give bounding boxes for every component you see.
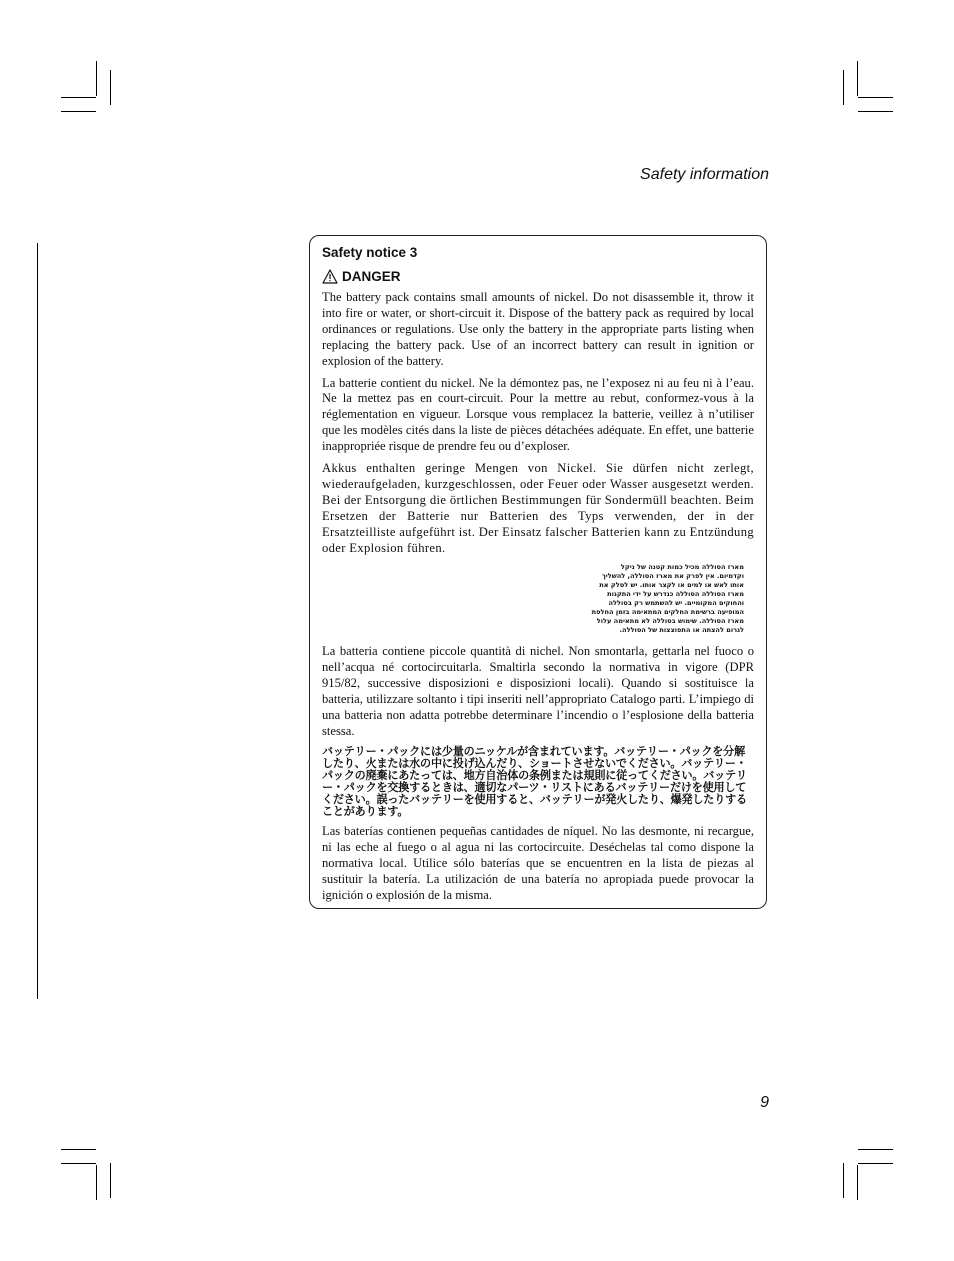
crop-mark [61,1163,96,1164]
crop-mark [843,1163,844,1198]
crop-mark [61,97,96,98]
crop-mark [96,61,97,96]
margin-rule [37,243,38,999]
crop-mark [110,70,111,105]
danger-label: DANGER [342,269,401,284]
crop-mark [858,111,893,112]
running-head: Safety information [640,166,769,183]
crop-mark [858,97,893,98]
notice-text-italian: La batteria contiene piccole quantità di nichel. Non smontarla, gettarla nel fuoco o nell’acqua né cortocircuitarla. Smaltirla secondo la normativa in vigore (DPR 915/82, successive disposizioni e disposizioni locali). Quando si sostituisce la batteria, utilizzare soltanto i tipi inseriti nell’appropriato Catalogo parti. L’impiego di una batteria non adatta potrebbe determinare l’incendio o l’esplosione della batteria stessa. [322,644,754,738]
warning-triangle-icon [322,269,338,284]
hebrew-line: המופיעה ברשימת החלקים המתאימה בזמן החלפת [591,607,744,616]
notice-text-japanese: バッテリー・パックには少量のニッケルが含まれています。バッテリー・パックを分解したり、火または水の中に投げ込んだり、ショートさせないでください。バッテリー・パックの廃棄にあたっては、地方自治体の条例または規則に従ってください。バッテリー・パックを交換するときは、適切なパーツ・リストにあるバッテリーだけを使用してください。誤ったバッテリーを使用すると、バッテリーが発火したり、爆発したりすることがあります。 [322,744,747,819]
notice-text-french: La batterie contient du nickel. Ne la démontez pas, ne l’exposez ni au feu ni à l’eau. Ne la mettez pas en court-circuit. Pour la mettre au rebut, conformez-vous à la réglementation en vigueur. Lorsque vous remplacez la batterie, veillez à n’utiliser que les modèles cités dans la liste de pièces détachées adéquate. En effet, une batterie inappropriée risque de prendre feu ou d’exploser. [322,375,754,454]
crop-mark [843,70,844,105]
hebrew-line: והחוקים המקומיים. יש להשתמש רק בסוללה [608,598,744,607]
crop-mark [857,1165,858,1200]
notice-text-hebrew [554,563,744,636]
hebrew-line: מארז הסוללה. שימוש בסוללה לא מתאימה עלול [596,617,744,626]
notice-text-spanish: Las baterías contienen pequeñas cantidades de níquel. No las desmonte, ni recargue, ni las eche al fuego o al agua ni las cortocircuite. Deséchelas tal como dispone la normativa local. Utilice sólo baterías que se encuentren en la lista de piezas al sustituir la batería. La utilización de una batería no apropiada puede provocar la ignición o explosión de la misma. [322,824,754,902]
hebrew-line: וקדמיום. אין לפרק את מארז הסוללה, להשליך [601,571,744,580]
crop-mark [96,1165,97,1200]
page-number: 9 [760,1094,769,1111]
notice-text-english: The battery pack contains small amounts of nickel. Do not disassemble it, throw it into fire or water, or short-circuit it. Dispose of the battery pack as required by local ordinances or regulations. Use only the battery in the appropriate parts listing when replacing the battery pack. Use of an incorrect battery can result in ignition or explosion of the battery. [322,290,754,368]
hebrew-line: מארז הסוללה מכיל כמות קטנה של ניקל [620,562,744,571]
hebrew-line: לגרום להצתה או התפוצצות של הסוללה. [619,626,744,635]
hebrew-line: אותו לאש או למים או לקצר אותו. יש לסלק את [599,580,744,589]
crop-mark [61,1149,96,1150]
crop-mark [858,1149,893,1150]
crop-mark [110,1163,111,1198]
crop-mark [857,61,858,96]
crop-mark [61,111,96,112]
notice-text-german: Akkus enthalten geringe Mengen von Nickel. Sie dürfen nicht zerlegt, wiederaufgeladen, kurzgeschlossen, oder Feuer oder Wasser ausgesetzt werden. Bei der Entsorgung die örtlichen Bestimmungen für Sondermüll beachten. Beim Ersetzen der Batterie nur Batterien des Typs verwenden, der in der Ersatzteilliste aufgeführt ist. Der Einsatz falscher Batterien kann zu Entzündung oder Explosion führen. [322,461,754,555]
safety-notice-box [309,235,767,909]
hebrew-line: מארז הסוללה הסוללה כנדרש על ידי התקנות [607,589,744,598]
danger-heading [322,269,754,284]
notice-title: Safety notice 3 [322,245,418,260]
crop-mark [858,1163,893,1164]
